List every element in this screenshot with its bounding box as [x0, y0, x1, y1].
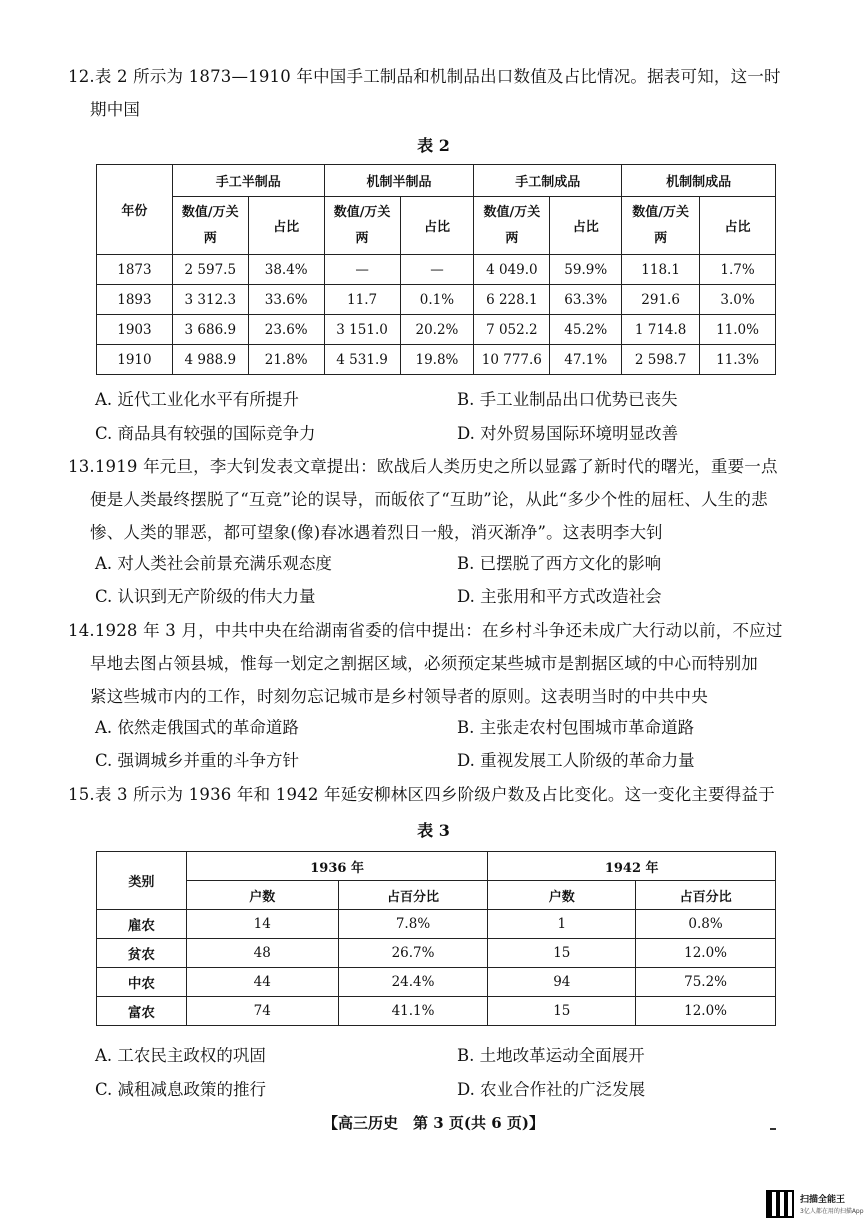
table-3-subheader-percent: 占百分比: [636, 881, 776, 910]
table-2-group-header: 机制制成品: [622, 165, 776, 197]
table-cell: 12.0%: [636, 939, 776, 968]
table-cell: 20.2%: [400, 315, 474, 345]
table-3-header-category: 类别: [97, 852, 187, 910]
table-cell: 11.0%: [700, 315, 776, 345]
table-cell: 41.1%: [338, 997, 488, 1026]
table-2: [96, 164, 776, 375]
question-15-options-row-1: [95, 1042, 785, 1072]
scanner-watermark: [762, 1188, 862, 1222]
table-cell: 45.2%: [550, 315, 622, 345]
option-d[interactable]: D. 农业合作社的广泛发展: [457, 1080, 646, 1099]
table-row: [97, 910, 776, 939]
table-cell: 15: [488, 997, 636, 1026]
table-2-subheader-ratio: 占比: [550, 197, 622, 255]
table-cell: 2 598.7: [622, 345, 700, 375]
table-cell: 2 597.5: [172, 255, 248, 285]
table-cell: 中农: [97, 968, 187, 997]
table-row: [97, 255, 776, 285]
table-2-subheader-value: 数值/万关两: [172, 197, 248, 255]
question-14-options-row-2: [95, 747, 785, 777]
table-cell: 1910: [97, 345, 173, 375]
table-cell: 雇农: [97, 910, 187, 939]
table-cell: 0.8%: [636, 910, 776, 939]
table-cell: 12.0%: [636, 997, 776, 1026]
table-cell: 1873: [97, 255, 173, 285]
option-c[interactable]: C. 强调城乡并重的斗争方针: [95, 751, 300, 770]
table-cell: 1903: [97, 315, 173, 345]
table-cell: 1: [488, 910, 636, 939]
table-cell: —: [400, 255, 474, 285]
question-13-stem-line-1: 13.1919 年元旦，李大钊发表文章提出：欧战后人类历史之所以显露了新时代的曙光，重要一点: [68, 457, 778, 476]
table-3-subheader-count: 户数: [488, 881, 636, 910]
table-2-group-header: 机制半制品: [324, 165, 474, 197]
table-2-group-header: 手工制成品: [474, 165, 622, 197]
table-cell: 14: [186, 910, 338, 939]
table-cell: 59.9%: [550, 255, 622, 285]
option-b[interactable]: B. 已摆脱了西方文化的影响: [457, 554, 662, 573]
table-cell: 24.4%: [338, 968, 488, 997]
table-cell: 26.7%: [338, 939, 488, 968]
option-d[interactable]: D. 主张用和平方式改造社会: [457, 587, 662, 606]
table-3-subheader-percent: 占百分比: [338, 881, 488, 910]
table-cell: 23.6%: [248, 315, 324, 345]
table-2-group-header: 手工半制品: [172, 165, 324, 197]
table-row: [97, 939, 776, 968]
question-15: [68, 778, 783, 811]
table-cell: 11.7: [324, 285, 400, 315]
table-3-subheader-count: 户数: [186, 881, 338, 910]
option-a[interactable]: A. 对人类社会前景充满乐观态度: [95, 554, 332, 573]
table-cell: 1.7%: [700, 255, 776, 285]
table-2-subheader-value: 数值/万关两: [324, 197, 400, 255]
table-cell: 4 988.9: [172, 345, 248, 375]
table-3-year-header: 1942 年: [488, 852, 776, 881]
question-14-stem-line-2: 早地去图占领县城，惟每一划定之割据区域，必须预定某些城市是割据区域的中心而特别加: [90, 654, 758, 673]
table-cell: 0.1%: [400, 285, 474, 315]
table-row: [97, 345, 776, 375]
scanner-tagline: 3亿人都在用的扫描App: [800, 1208, 864, 1215]
question-15-stem-line-1: 15.表 3 所示为 1936 年和 1942 年延安柳林区四乡阶级户数及占比变化。这一变化主要得益于: [68, 785, 775, 804]
table-cell: 75.2%: [636, 968, 776, 997]
table-cell: 11.3%: [700, 345, 776, 375]
question-12-options-row-2: [95, 420, 785, 450]
option-a[interactable]: A. 近代工业化水平有所提升: [95, 390, 299, 409]
table-2-subheader-ratio: 占比: [248, 197, 324, 255]
table-cell: 291.6: [622, 285, 700, 315]
option-b[interactable]: B. 主张走农村包围城市革命道路: [457, 718, 695, 737]
page-footer: 【高三历史 第 3 页(共 6 页)】: [323, 1114, 544, 1132]
table-cell: 3 312.3: [172, 285, 248, 315]
qr-code-icon: [766, 1190, 794, 1218]
option-a[interactable]: A. 工农民主政权的巩固: [95, 1046, 266, 1065]
table-cell: 贫农: [97, 939, 187, 968]
question-14-stem-line-1: 14.1928 年 3 月，中共中央在给湖南省委的信中提出：在乡村斗争还未成广大行动以前，不应过: [68, 621, 783, 640]
question-14: [68, 614, 783, 713]
table-cell: 74: [186, 997, 338, 1026]
table-row: [97, 968, 776, 997]
table-2-caption: 表 2: [417, 136, 450, 155]
question-12-stem-line-1: 12.表 2 所示为 1873—1910 年中国手工制品和机制品出口数值及占比情况。据表可知，这一时: [68, 67, 781, 86]
table-cell: 7.8%: [338, 910, 488, 939]
question-12: [68, 60, 783, 126]
table-cell: 21.8%: [248, 345, 324, 375]
table-cell: 10 777.6: [474, 345, 550, 375]
table-cell: 94: [488, 968, 636, 997]
table-cell: 4 049.0: [474, 255, 550, 285]
question-14-options-row-1: [95, 714, 785, 744]
table-cell: 3 151.0: [324, 315, 400, 345]
table-row: [97, 315, 776, 345]
table-cell: 6 228.1: [474, 285, 550, 315]
corner-mark: [770, 1128, 776, 1130]
table-cell: 19.8%: [400, 345, 474, 375]
question-15-options-row-2: [95, 1076, 785, 1106]
table-cell: 1 714.8: [622, 315, 700, 345]
option-c[interactable]: C. 认识到无产阶级的伟大力量: [95, 587, 316, 606]
table-cell: 63.3%: [550, 285, 622, 315]
table-cell: 富农: [97, 997, 187, 1026]
table-cell: 38.4%: [248, 255, 324, 285]
option-d[interactable]: D. 重视发展工人阶级的革命力量: [457, 751, 695, 770]
question-13: [68, 450, 783, 549]
table-3: [96, 851, 776, 1026]
table-cell: 48: [186, 939, 338, 968]
question-12-options-row-1: [95, 386, 785, 416]
option-b[interactable]: B. 手工业制品出口优势已丧失: [457, 390, 678, 409]
option-b[interactable]: B. 土地改革运动全面展开: [457, 1046, 645, 1065]
table-2-subheader-value: 数值/万关两: [622, 197, 700, 255]
question-13-options-row-2: [95, 583, 785, 613]
table-cell: 47.1%: [550, 345, 622, 375]
table-cell: 7 052.2: [474, 315, 550, 345]
table-cell: 1893: [97, 285, 173, 315]
table-cell: 3.0%: [700, 285, 776, 315]
option-d[interactable]: D. 对外贸易国际环境明显改善: [457, 424, 679, 443]
table-cell: 44: [186, 968, 338, 997]
table-3-year-header: 1936 年: [186, 852, 488, 881]
table-2-header-year: 年份: [97, 165, 173, 255]
table-3-caption: 表 3: [417, 821, 450, 840]
table-cell: 15: [488, 939, 636, 968]
table-2-subheader-ratio: 占比: [400, 197, 474, 255]
question-14-stem-line-3: 紧这些城市内的工作，时刻勿忘记城市是乡村领导者的原则。这表明当时的中共中央: [90, 687, 708, 706]
table-cell: 33.6%: [248, 285, 324, 315]
question-13-options-row-1: [95, 550, 785, 580]
question-13-stem-line-2: 便是人类最终摆脱了“互竞”论的误导，而皈依了“互助”论，从此“多少个性的屈枉、人生的悲: [90, 490, 768, 509]
question-12-stem-line-2: 期中国: [90, 100, 141, 119]
table-cell: —: [324, 255, 400, 285]
table-2-subheader-value: 数值/万关两: [474, 197, 550, 255]
table-cell: 4 531.9: [324, 345, 400, 375]
option-c[interactable]: C. 商品具有较强的国际竞争力: [95, 424, 316, 443]
question-13-stem-line-3: 惨、人类的罪恶，都可望象(像)春冰遇着烈日一般，消灭渐净”。这表明李大钊: [90, 523, 664, 542]
table-cell: 3 686.9: [172, 315, 248, 345]
table-2-subheader-ratio: 占比: [700, 197, 776, 255]
scanner-brand: 扫描全能王: [800, 1195, 846, 1205]
table-cell: 118.1: [622, 255, 700, 285]
option-a[interactable]: A. 依然走俄国式的革命道路: [95, 718, 299, 737]
option-c[interactable]: C. 减租减息政策的推行: [95, 1080, 267, 1099]
table-row: [97, 285, 776, 315]
table-row: [97, 997, 776, 1026]
